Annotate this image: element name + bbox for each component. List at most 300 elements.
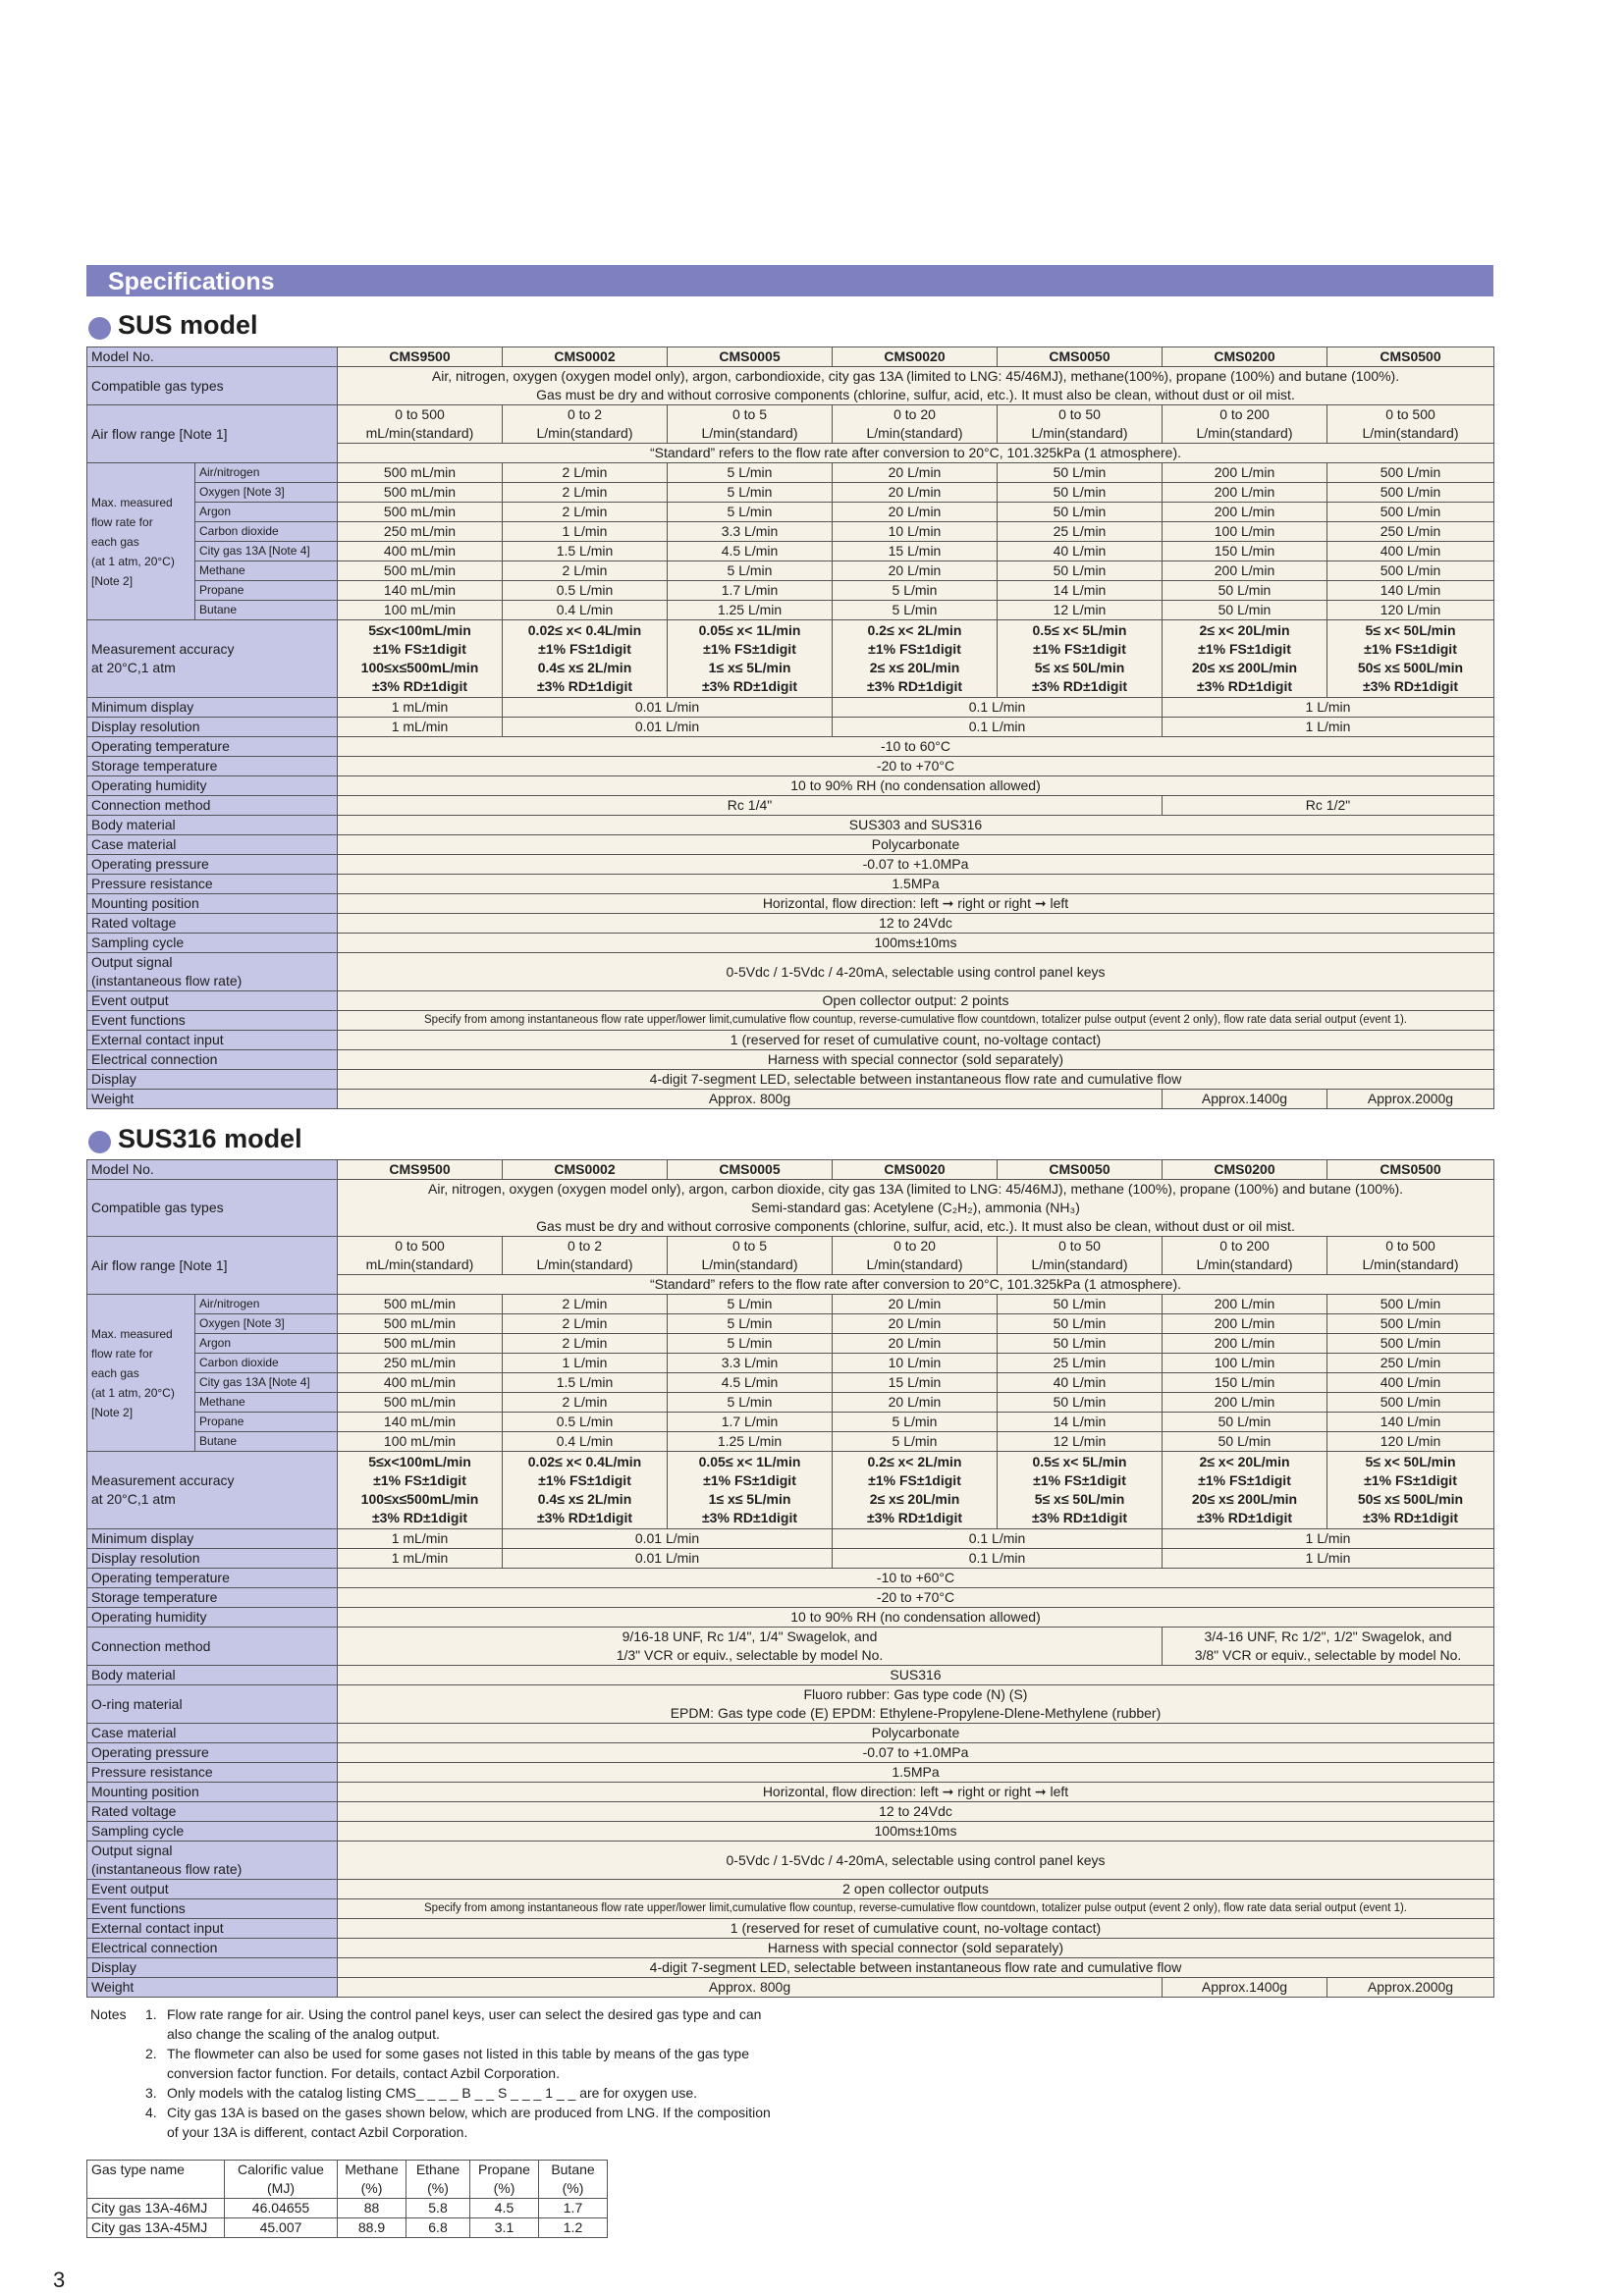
mounting-position-value: Horizontal, flow direction: left ➞ right or right ➞ left <box>338 1783 1494 1802</box>
max-flow-value: 3.3 L/min <box>668 1354 833 1373</box>
max-flow-value: 5 L/min <box>833 1432 998 1452</box>
connection-line: 9/16-18 UNF, Rc 1/4", 1/4" Swagelok, and <box>622 1629 878 1644</box>
operating-temperature-value: -10 to 60°C <box>338 737 1494 757</box>
table-row <box>87 1899 1494 1919</box>
notes-label: Notes <box>90 2006 127 2022</box>
max-flow-value: 500 mL/min <box>338 503 503 522</box>
compatible-gas-line: Semi-standard gas: Acetylene (C₂H₂), ammonia (NH₃) <box>751 1200 1080 1215</box>
table-row <box>87 1314 1494 1334</box>
compatible-gas-line: Air, nitrogen, oxygen (oxygen model only), argon, carbondioxide, city gas 13A (limited to LNG: 45/46MJ), methane(100%), propane (100%) and butane (100%). <box>431 368 1400 384</box>
oring-material-label: O-ring material <box>87 1685 338 1724</box>
accuracy-line: ±3% RD±1digit <box>371 678 468 694</box>
max-flow-label-line: Max. measured <box>91 1326 173 1341</box>
accuracy-line: 0.2≤ x< 2L/min <box>867 1454 962 1469</box>
case-material-value: Polycarbonate <box>338 1724 1494 1743</box>
table-row <box>87 991 1494 1011</box>
accuracy-line: ±3% RD±1digit <box>1196 1510 1293 1525</box>
body-material-value: SUS303 and SUS316 <box>338 816 1494 835</box>
max-flow-value: 150 L/min <box>1163 542 1327 561</box>
max-flow-value: 400 mL/min <box>338 542 503 561</box>
weight-label: Weight <box>87 1090 338 1109</box>
connection-method-value: Rc 1/4" <box>338 796 1163 816</box>
note-text: The flowmeter can also be used for some gases not listed in this table by means of the gas type <box>167 2046 749 2061</box>
table-row <box>87 698 1494 718</box>
accuracy-line: 0.05≤ x< 1L/min <box>698 622 801 638</box>
accuracy-line: 0.4≤ x≤ 2L/min <box>537 1491 632 1507</box>
gas-name: Butane <box>195 601 338 620</box>
table-row <box>87 1549 1494 1569</box>
gas-name: Argon <box>195 1334 338 1354</box>
event-output-value: 2 open collector outputs <box>338 1880 1494 1899</box>
table-row <box>87 1666 1494 1685</box>
connection-method-label: Connection method <box>87 1628 338 1666</box>
accuracy-cell <box>998 620 1163 698</box>
note-text: Only models with the catalog listing CMS_ _ _ _ B _ _ S _ _ _ 1 _ _ are for oxygen use. <box>167 2085 698 2101</box>
max-flow-value: 400 mL/min <box>338 1373 503 1393</box>
gas-name: Propane <box>195 1413 338 1432</box>
max-flow-value: 12 L/min <box>998 1432 1163 1452</box>
electrical-connection-label: Electrical connection <box>87 1050 338 1070</box>
max-flow-value: 2 L/min <box>503 561 668 581</box>
gas-composition-table <box>86 2160 608 2238</box>
accuracy-line: 1≤ x≤ 5L/min <box>708 1491 791 1507</box>
output-label-line: Output signal <box>91 954 173 970</box>
airflow-range-value: 0 to 500 <box>1385 406 1435 422</box>
operating-humidity-value: 10 to 90% RH (no condensation allowed) <box>338 776 1494 796</box>
airflow-range-unit: L/min(standard) <box>1031 425 1128 441</box>
accuracy-line: 0.2≤ x< 2L/min <box>867 622 962 638</box>
gas-name: City gas 13A [Note 4] <box>195 542 338 561</box>
display-resolution-label: Display resolution <box>87 1549 338 1569</box>
table-row <box>87 581 1494 601</box>
gas-name: Oxygen [Note 3] <box>195 1314 338 1334</box>
max-flow-value: 50 L/min <box>1163 601 1327 620</box>
table-row <box>87 855 1494 875</box>
accuracy-line: ±3% RD±1digit <box>701 1510 798 1525</box>
event-output-value: Open collector output: 2 points <box>338 991 1494 1011</box>
model-number: CMS0500 <box>1327 347 1494 367</box>
event-functions-label: Event functions <box>87 1899 338 1919</box>
airflow-range-unit: L/min(standard) <box>701 425 798 441</box>
table-row <box>87 1180 1494 1237</box>
gas-table-cell: 88.9 <box>338 2218 406 2238</box>
max-flow-value: 0.4 L/min <box>503 601 668 620</box>
display-resolution-value: 1 L/min <box>1163 718 1494 737</box>
max-flow-value: 100 mL/min <box>338 601 503 620</box>
accuracy-line: 5≤ x≤ 50L/min <box>1034 660 1125 675</box>
oring-material-value <box>338 1685 1494 1724</box>
model-number: CMS0005 <box>668 347 833 367</box>
table-row <box>87 483 1494 503</box>
case-material-label: Case material <box>87 1724 338 1743</box>
accuracy-line: 0.5≤ x< 5L/min <box>1032 622 1127 638</box>
accuracy-cell <box>503 1452 668 1529</box>
accuracy-cell <box>503 620 668 698</box>
display-resolution-value: 1 L/min <box>1163 1549 1494 1569</box>
note-text: Flow rate range for air. Using the control panel keys, user can select the desired gas type and can <box>167 2006 762 2022</box>
output-signal-label <box>87 953 338 991</box>
accuracy-line: 5≤ x≤ 50L/min <box>1034 1491 1125 1507</box>
accuracy-line: ±1% FS±1digit <box>538 641 631 657</box>
min-display-label: Minimum display <box>87 698 338 718</box>
max-flow-value: 2 L/min <box>503 463 668 483</box>
operating-humidity-label: Operating humidity <box>87 776 338 796</box>
max-flow-label-line: flow rate for <box>91 514 153 529</box>
gas-name: Oxygen [Note 3] <box>195 483 338 503</box>
accuracy-cell <box>998 1452 1163 1529</box>
table-row <box>87 835 1494 855</box>
airflow-range-value: 0 to 20 <box>893 1238 936 1254</box>
gas-table-cell: City gas 13A-46MJ <box>87 2199 225 2218</box>
max-flow-value: 50 L/min <box>998 1334 1163 1354</box>
max-flow-value: 1.7 L/min <box>668 1413 833 1432</box>
output-label-line: (instantaneous flow rate) <box>91 1861 243 1877</box>
model-number: CMS0005 <box>668 1160 833 1180</box>
oring-line: EPDM: Gas type code (E) EPDM: Ethylene-Propylene-Dlene-Methylene (rubber) <box>670 1705 1162 1721</box>
airflow-range-unit: L/min(standard) <box>1196 425 1293 441</box>
airflow-range-value: 0 to 2 <box>567 406 603 422</box>
section-title: Specifications <box>108 268 275 295</box>
min-display-value: 0.1 L/min <box>833 698 1163 718</box>
table-row <box>87 2199 608 2218</box>
max-flow-value: 5 L/min <box>668 561 833 581</box>
table-row <box>87 1011 1494 1031</box>
max-flow-value: 500 L/min <box>1327 1334 1494 1354</box>
max-flow-value: 500 L/min <box>1327 561 1494 581</box>
max-flow-value: 5 L/min <box>833 581 998 601</box>
airflow-range-cell <box>338 405 503 444</box>
gas-name: Methane <box>195 561 338 581</box>
max-flow-value: 5 L/min <box>668 1334 833 1354</box>
airflow-range-unit: mL/min(standard) <box>365 1256 474 1272</box>
airflow-range-label: Air flow range [Note 1] <box>87 405 338 463</box>
max-flow-value: 50 L/min <box>998 1314 1163 1334</box>
accuracy-line: 0.02≤ x< 0.4L/min <box>527 1454 642 1469</box>
accuracy-line: ±3% RD±1digit <box>866 678 963 694</box>
accuracy-line: ±1% FS±1digit <box>703 641 796 657</box>
max-flow-value: 0.5 L/min <box>503 581 668 601</box>
max-flow-value: 5 L/min <box>833 601 998 620</box>
header-line: (%) <box>360 2180 383 2196</box>
airflow-range-value: 0 to 200 <box>1219 406 1270 422</box>
airflow-range-label: Air flow range [Note 1] <box>87 1237 338 1295</box>
max-flow-value: 20 L/min <box>833 1295 998 1314</box>
event-functions-value: Specify from among instantaneous flow rate upper/lower limit,cumulative flow countup, reverse-cumulative flow countdown, totalizer pulse output (event 2 only), flow rate data serial output (event 1). <box>338 1011 1494 1031</box>
table-row <box>87 1685 1494 1724</box>
gas-table-cell: 88 <box>338 2199 406 2218</box>
compatible-gas-value <box>338 367 1494 405</box>
max-flow-value: 25 L/min <box>998 522 1163 542</box>
accuracy-cell <box>338 620 503 698</box>
table-row <box>87 1237 1494 1275</box>
gas-table-cell: 46.04655 <box>225 2199 338 2218</box>
accuracy-cell <box>1163 620 1327 698</box>
weight-value: Approx.2000g <box>1327 1978 1494 1998</box>
max-flow-value: 50 L/min <box>998 1295 1163 1314</box>
min-display-value: 1 mL/min <box>338 1529 503 1549</box>
gas-table-cell: City gas 13A-45MJ <box>87 2218 225 2238</box>
max-flow-value: 20 L/min <box>833 1314 998 1334</box>
display-resolution-value: 0.01 L/min <box>503 1549 833 1569</box>
weight-label: Weight <box>87 1978 338 1998</box>
connection-method-value <box>1163 1628 1494 1666</box>
table-row <box>87 1529 1494 1549</box>
body-material-label: Body material <box>87 1666 338 1685</box>
accuracy-line: ±3% RD±1digit <box>1362 678 1459 694</box>
table-row <box>87 1802 1494 1822</box>
min-display-value: 0.01 L/min <box>503 698 833 718</box>
max-flow-value: 140 mL/min <box>338 1413 503 1432</box>
electrical-connection-value: Harness with special connector (sold separately) <box>338 1050 1494 1070</box>
table-row <box>87 1608 1494 1628</box>
airflow-range-cell <box>668 405 833 444</box>
table-row <box>87 1569 1494 1588</box>
model-number: CMS0002 <box>503 347 668 367</box>
accuracy-label <box>87 620 338 698</box>
airflow-range-value: 0 to 2 <box>567 1238 603 1254</box>
max-flow-value: 2 L/min <box>503 1393 668 1413</box>
airflow-range-unit: L/min(standard) <box>1196 1256 1293 1272</box>
airflow-range-value: 0 to 500 <box>1385 1238 1435 1254</box>
max-flow-value: 1.5 L/min <box>503 542 668 561</box>
accuracy-line: ±3% RD±1digit <box>536 678 633 694</box>
airflow-range-cell <box>998 405 1163 444</box>
gas-name: Air/nitrogen <box>195 1295 338 1314</box>
accuracy-line: ±1% FS±1digit <box>1364 1472 1457 1488</box>
output-signal-value: 0-5Vdc / 1-5Vdc / 4-20mA, selectable using control panel keys <box>338 1842 1494 1880</box>
accuracy-line: ±1% FS±1digit <box>1033 1472 1126 1488</box>
max-flow-value: 200 L/min <box>1163 463 1327 483</box>
event-output-label: Event output <box>87 1880 338 1899</box>
table-row <box>87 2218 608 2238</box>
max-flow-value: 20 L/min <box>833 503 998 522</box>
model-number: CMS0020 <box>833 347 998 367</box>
table-row <box>87 347 1494 367</box>
table-row <box>87 367 1494 405</box>
gas-table-header <box>225 2161 338 2199</box>
table-row <box>87 463 1494 483</box>
compatible-gas-line: Air, nitrogen, oxygen (oxygen model only), argon, carbon dioxide, city gas 13A (limited to LNG: 45/46MJ), methane (100%), propane (100%) and butane (100%). <box>428 1181 1403 1197</box>
max-flow-value: 140 L/min <box>1327 1413 1494 1432</box>
output-signal-value: 0-5Vdc / 1-5Vdc / 4-20mA, selectable using control panel keys <box>338 953 1494 991</box>
accuracy-cell <box>833 620 998 698</box>
airflow-range-unit: mL/min(standard) <box>365 425 474 441</box>
oring-line: Fluoro rubber: Gas type code (N) (S) <box>803 1686 1028 1702</box>
max-flow-value: 500 mL/min <box>338 1314 503 1334</box>
model-number: CMS0050 <box>998 1160 1163 1180</box>
header-line: Calorific value <box>238 2162 324 2177</box>
table-row <box>87 542 1494 561</box>
operating-pressure-label: Operating pressure <box>87 1743 338 1763</box>
gas-name: Carbon dioxide <box>195 1354 338 1373</box>
max-flow-value: 1 L/min <box>503 522 668 542</box>
operating-temperature-label: Operating temperature <box>87 737 338 757</box>
table-row <box>87 816 1494 835</box>
accuracy-line: 2≤ x≤ 20L/min <box>869 1491 960 1507</box>
note-text: City gas 13A is based on the gases shown below, which are produced from LNG. If the composition <box>167 2105 771 2120</box>
accuracy-line: 0.02≤ x< 0.4L/min <box>527 622 642 638</box>
max-flow-label-line: (at 1 atm, 20°C) <box>91 554 175 568</box>
accuracy-line: ±1% FS±1digit <box>538 1472 631 1488</box>
storage-temperature-label: Storage temperature <box>87 757 338 776</box>
airflow-range-unit: L/min(standard) <box>1362 1256 1459 1272</box>
compatible-gas-value <box>338 1180 1494 1237</box>
table-row <box>87 1743 1494 1763</box>
max-flow-value: 5 L/min <box>668 1295 833 1314</box>
max-flow-value: 140 L/min <box>1327 581 1494 601</box>
table-row <box>87 1373 1494 1393</box>
pressure-resistance-value: 1.5MPa <box>338 1763 1494 1783</box>
max-flow-value: 2 L/min <box>503 1334 668 1354</box>
max-flow-value: 500 L/min <box>1327 483 1494 503</box>
accuracy-line: 20≤ x≤ 200L/min <box>1191 1491 1298 1507</box>
operating-temperature-label: Operating temperature <box>87 1569 338 1588</box>
header-line: Butane <box>551 2162 595 2177</box>
external-contact-input-label: External contact input <box>87 1919 338 1939</box>
weight-value: Approx. 800g <box>338 1978 1163 1998</box>
accuracy-cell <box>668 620 833 698</box>
table-row <box>87 1588 1494 1608</box>
table-row <box>87 2161 608 2199</box>
airflow-range-cell <box>503 405 668 444</box>
gas-name: Air/nitrogen <box>195 463 338 483</box>
accuracy-line: ±3% RD±1digit <box>701 678 798 694</box>
accuracy-line: 2≤ x< 20L/min <box>1199 622 1290 638</box>
max-flow-value: 15 L/min <box>833 1373 998 1393</box>
airflow-range-cell <box>1327 405 1494 444</box>
gas-table-header <box>470 2161 539 2199</box>
accuracy-label-line: at 20°C,1 atm <box>91 660 176 675</box>
weight-value: Approx.1400g <box>1163 1978 1327 1998</box>
electrical-connection-value: Harness with special connector (sold separately) <box>338 1939 1494 1958</box>
max-flow-value: 50 L/min <box>1163 581 1327 601</box>
max-flow-value: 500 L/min <box>1327 1314 1494 1334</box>
max-flow-value: 50 L/min <box>998 1393 1163 1413</box>
table-row <box>87 1413 1494 1432</box>
accuracy-line: ±3% RD±1digit <box>536 1510 633 1525</box>
accuracy-line: ±3% RD±1digit <box>1196 678 1293 694</box>
max-flow-value: 4.5 L/min <box>668 1373 833 1393</box>
max-flow-value: 20 L/min <box>833 1334 998 1354</box>
header-line: Ethane <box>415 2162 460 2177</box>
note-text: of your 13A is different, contact Azbil Corporation. <box>167 2124 468 2140</box>
max-flow-value: 20 L/min <box>833 483 998 503</box>
sampling-cycle-label: Sampling cycle <box>87 1822 338 1842</box>
max-flow-value: 250 L/min <box>1327 522 1494 542</box>
accuracy-line: 0.5≤ x< 5L/min <box>1032 1454 1127 1469</box>
accuracy-line: ±1% FS±1digit <box>1364 641 1457 657</box>
standard-note: “Standard” refers to the flow rate after conversion to 20°C, 101.325kPa (1 atmosphere). <box>338 1275 1494 1295</box>
note-number: 2. <box>145 2046 157 2061</box>
min-display-value: 1 L/min <box>1163 1529 1494 1549</box>
display-resolution-value: 0.1 L/min <box>833 1549 1163 1569</box>
operating-temperature-value: -10 to +60°C <box>338 1569 1494 1588</box>
connection-line: 3/4-16 UNF, Rc 1/2", 1/2" Swagelok, and <box>1204 1629 1452 1644</box>
display-resolution-value: 0.1 L/min <box>833 718 1163 737</box>
header-line: (%) <box>427 2180 449 2196</box>
accuracy-label-line: Measurement accuracy <box>91 1472 235 1488</box>
rated-voltage-value: 12 to 24Vdc <box>338 914 1494 934</box>
table-row <box>87 1958 1494 1978</box>
max-flow-value: 12 L/min <box>998 601 1163 620</box>
airflow-range-cell <box>998 1237 1163 1275</box>
display-resolution-label: Display resolution <box>87 718 338 737</box>
table-row <box>87 737 1494 757</box>
airflow-range-unit: L/min(standard) <box>866 1256 963 1272</box>
max-flow-value: 200 L/min <box>1163 1314 1327 1334</box>
body-material-label: Body material <box>87 816 338 835</box>
table-row <box>87 1628 1494 1666</box>
gas-name: Methane <box>195 1393 338 1413</box>
accuracy-line: 100≤x≤500mL/min <box>360 1491 479 1507</box>
accuracy-line: ±1% FS±1digit <box>373 1472 466 1488</box>
table-row <box>87 1050 1494 1070</box>
table-row <box>87 1393 1494 1413</box>
accuracy-label-line: Measurement accuracy <box>91 641 235 657</box>
mounting-position-label: Mounting position <box>87 1783 338 1802</box>
compatible-gas-line: Gas must be dry and without corrosive components (chlorine, sulfur, acid, etc.). It must also be clean, without dust or oil mist. <box>536 387 1295 402</box>
compatible-gas-label: Compatible gas types <box>87 1180 338 1237</box>
pressure-resistance-label: Pressure resistance <box>87 875 338 894</box>
airflow-range-value: 0 to 500 <box>395 1238 445 1254</box>
model-number: CMS0050 <box>998 347 1163 367</box>
accuracy-line: 2≤ x≤ 20L/min <box>869 660 960 675</box>
max-flow-value: 40 L/min <box>998 1373 1163 1393</box>
max-flow-value: 250 L/min <box>1327 1354 1494 1373</box>
storage-temperature-label: Storage temperature <box>87 1588 338 1608</box>
max-flow-value: 200 L/min <box>1163 1334 1327 1354</box>
gas-table-cell: 1.2 <box>539 2218 608 2238</box>
table-row <box>87 503 1494 522</box>
display-value: 4-digit 7-segment LED, selectable between instantaneous flow rate and cumulative flow <box>338 1070 1494 1090</box>
event-output-label: Event output <box>87 991 338 1011</box>
accuracy-line: 2≤ x< 20L/min <box>1199 1454 1290 1469</box>
table-row <box>87 1432 1494 1452</box>
table-row <box>87 405 1494 444</box>
max-flow-label-line: (at 1 atm, 20°C) <box>91 1385 175 1400</box>
airflow-range-cell <box>668 1237 833 1275</box>
accuracy-cell <box>1327 620 1494 698</box>
mounting-position-value: Horizontal, flow direction: left ➞ right or right ➞ left <box>338 894 1494 914</box>
table-row <box>87 522 1494 542</box>
max-flow-value: 14 L/min <box>998 1413 1163 1432</box>
max-flow-value: 5 L/min <box>668 463 833 483</box>
max-flow-label-line: Max. measured <box>91 495 173 509</box>
case-material-label: Case material <box>87 835 338 855</box>
max-flow-value: 50 L/min <box>998 561 1163 581</box>
operating-pressure-value: -0.07 to +1.0MPa <box>338 1743 1494 1763</box>
airflow-range-cell <box>338 1237 503 1275</box>
airflow-range-value: 0 to 20 <box>893 406 936 422</box>
max-flow-value: 5 L/min <box>668 1393 833 1413</box>
model-no-label: Model No. <box>87 347 338 367</box>
table-row <box>87 953 1494 991</box>
max-flow-value: 500 L/min <box>1327 463 1494 483</box>
table-row <box>87 1880 1494 1899</box>
airflow-range-value: 0 to 50 <box>1058 406 1101 422</box>
weight-value: Approx.2000g <box>1327 1090 1494 1109</box>
airflow-range-value: 0 to 5 <box>731 406 768 422</box>
max-flow-value: 50 L/min <box>998 463 1163 483</box>
sus-model-title: SUS model <box>118 310 258 340</box>
header-line: Methane <box>345 2162 399 2177</box>
electrical-connection-label: Electrical connection <box>87 1939 338 1958</box>
airflow-range-unit: L/min(standard) <box>536 425 633 441</box>
operating-pressure-label: Operating pressure <box>87 855 338 875</box>
model-number: CMS9500 <box>338 1160 503 1180</box>
max-flow-value: 20 L/min <box>833 561 998 581</box>
accuracy-line: ±3% RD±1digit <box>1031 678 1128 694</box>
